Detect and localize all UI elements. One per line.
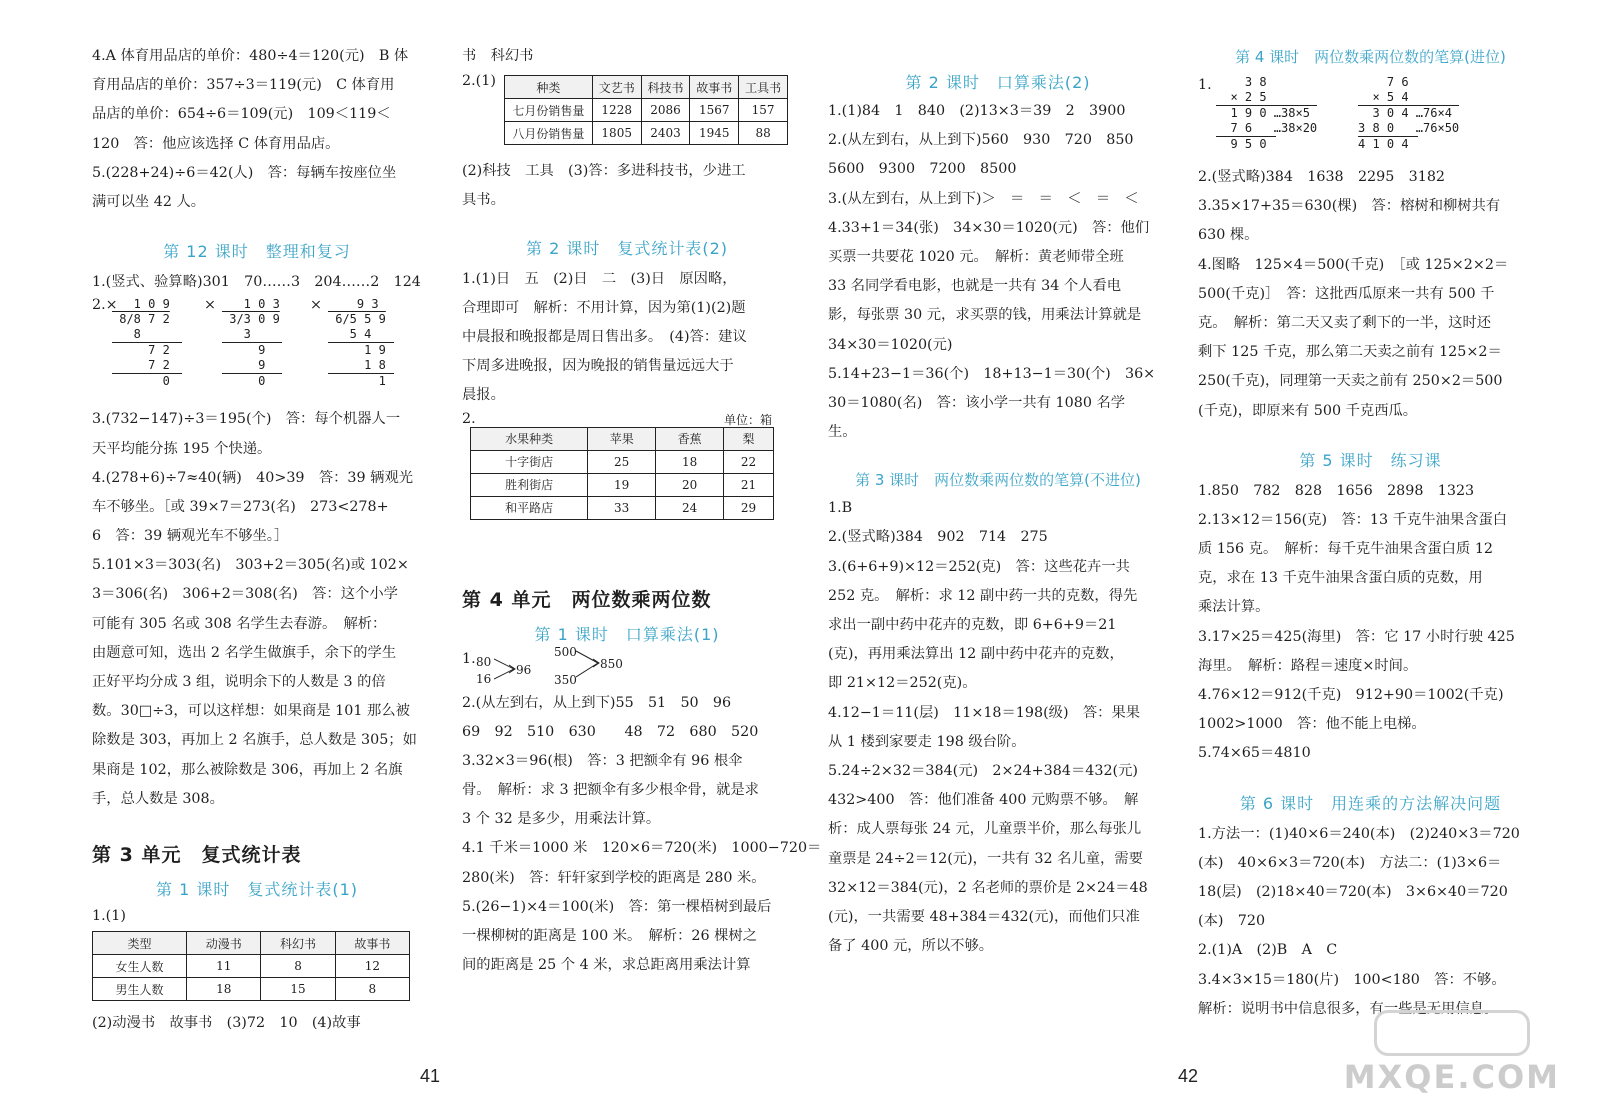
text-line: 晨报。 — [462, 387, 505, 404]
table-cell: 19 — [588, 473, 656, 496]
text-line: 中晨报和晚报都是周日售出多。 (4)答：建议 — [462, 328, 747, 345]
text-line: 120 答：他应该选择 C 体育用品店。 — [92, 135, 340, 152]
table-cell: 梨 — [724, 427, 774, 450]
table-cell: 科幻书 — [261, 932, 335, 955]
text-line: 析：成人票每张 24 元，儿童票半价，那么每张儿 — [828, 821, 1142, 838]
question-label: 1.(1) — [92, 907, 126, 924]
text-line: 影，每张票 30 元，求买票的钱，用乘法计算就是 — [828, 307, 1142, 324]
arrow-operand: 16 — [476, 671, 492, 686]
text-line: 1.(1)日 五 (2)日 二 (3)日 原因略， — [462, 270, 737, 287]
text-line: 3.35×17+35＝630(棵) 答：榕树和柳树共有 — [1198, 198, 1501, 215]
text-line: 乘法计算。 — [1198, 599, 1270, 616]
text-line: 1.B — [828, 500, 853, 517]
lesson-title: 第 12 课时 整理和复习 — [163, 242, 351, 262]
lesson-title: 第 4 课时 两位数乘两位数的笔算(进位) — [1235, 48, 1506, 66]
text-line: 5.(26−1)×4＝100(米) 答：第一棵梧树到最后 — [462, 898, 772, 915]
table-row — [471, 496, 774, 519]
text-line: 4.76×12＝912(千克) 912+90＝1002(千克) — [1198, 687, 1504, 703]
page-number-right: 42 — [1178, 1066, 1199, 1086]
vertical-calc-1: 3 8 × 2 5 1 9 0 …38×5 7 6 …38×20 9 5 0 — [1216, 75, 1318, 151]
table-cell: 苹果 — [588, 427, 656, 450]
text-line: 质 156 克。 解析：每千克牛油果含蛋白质 12 — [1198, 541, 1494, 558]
text-line: (本) 720 — [1198, 913, 1266, 930]
table-cell: 1228 — [592, 99, 641, 122]
watermark: MXQE.COM — [1343, 1058, 1560, 1096]
table-cell: 文艺书 — [592, 76, 641, 99]
lesson-title: 第 1 课时 口算乘法(1) — [534, 624, 720, 644]
text-line: 书 科幻书 — [462, 48, 534, 64]
text-line: 30＝1080(名) 答：该小学一共有 1080 名学 — [828, 394, 1126, 411]
text-line: 630 棵。 — [1198, 227, 1259, 244]
table-cell: 类型 — [93, 932, 187, 955]
table-cell: 1567 — [690, 99, 739, 122]
table-cell: 29 — [724, 496, 774, 519]
text-line: 具书。 — [462, 192, 505, 209]
text-line: 5600 9300 7200 8500 — [828, 161, 1017, 178]
table-cell: 18 — [656, 450, 724, 473]
text-line: 剩下 125 千克，那么第二天卖之前有 125×2＝ — [1198, 344, 1502, 361]
text-line: 1.(竖式、验算略)301 70……3 204……2 124 — [92, 274, 421, 291]
text-line: 即 21×12＝252(克)。 — [828, 675, 977, 692]
lesson-title: 第 2 课时 复式统计表(2) — [525, 238, 729, 258]
unit-title: 第 4 单元 两位数乘两位数 — [462, 588, 712, 611]
arrow-result: 850 — [600, 656, 623, 671]
text-line: 从 1 楼到家要走 198 级台阶。 — [828, 733, 1026, 750]
column-2 — [462, 42, 822, 980]
arrow-operand: 500 — [554, 644, 577, 659]
text-line: 求出一副中药中花卉的克数，即 6+6+9＝21 — [828, 617, 1117, 633]
table-row — [471, 473, 774, 496]
col1-mid-block — [92, 405, 422, 814]
long-division-row — [92, 297, 422, 405]
text-line: 18(层) (2)18×40＝720(本) 3×6×40＝720 — [1198, 883, 1508, 900]
unit-title: 第 3 单元 复式统计表 — [92, 843, 302, 866]
text-line: (千克)，即原来有 500 千克西瓜。 — [1198, 402, 1418, 419]
text-line: 252 克。 解析：求 12 副中药一共的克数，得先 — [828, 587, 1138, 604]
column-3 — [828, 70, 1168, 961]
table-cell: 女生人数 — [93, 955, 187, 978]
text-line: 品店的单价：654÷6＝109(元) 109＜119＜ — [92, 106, 391, 123]
text-line: (元)，一共需要 48+384＝432(元)，而他们只准 — [828, 908, 1140, 925]
text-line: 4.A 体育用品店的单价：480÷4＝120(元) B 体 — [92, 48, 409, 64]
text-line: 果商是 102，那么被除数是 306，再加上 2 名旗 — [92, 761, 403, 778]
arrow-operand: 350 — [554, 672, 577, 687]
table-cell: 8 — [261, 955, 335, 978]
text-line: 备了 400 元，所以不够。 — [828, 938, 994, 955]
cross-mark: × — [204, 297, 216, 314]
text-line: 一棵柳树的距离是 100 米。 解析：26 棵树之 — [462, 928, 758, 944]
lesson-title: 第 1 课时 复式统计表(1) — [155, 879, 359, 899]
text-line: 32×12＝384(元)，2 名老师的票价是 2×24＝48 — [828, 879, 1148, 896]
question-label: 1. — [462, 650, 476, 667]
lesson-title: 第 3 课时 两位数乘两位数的笔算(不进位) — [855, 471, 1141, 490]
text-line: 5.14+23−1＝36(个) 18+13−1＝30(个) 36× — [828, 365, 1156, 382]
table-cell: 1805 — [592, 122, 641, 145]
lesson-title: 第 5 课时 练习课 — [1299, 450, 1442, 470]
table-row — [505, 99, 788, 122]
text-line: 克。 解析：第二天又卖了剩下的一半，这时还 — [1198, 314, 1492, 331]
table-row — [505, 122, 788, 145]
table-row — [93, 955, 410, 978]
text-line: 下周多进晚报，因为晚报的销售量远远大于 — [462, 358, 734, 375]
text-line: (2)动漫书 故事书 (3)72 10 (4)故事 — [92, 1015, 361, 1032]
text-line: 3.(6+6+9)×12＝252(克) 答：这些花卉一共 — [828, 558, 1130, 575]
text-line: 解析：说明书中信息很多，有一些是无用信息。 — [1198, 1000, 1499, 1017]
unit-note: 单位：箱 — [723, 412, 772, 427]
text-line: 1.方法一：(1)40×6＝240(本) (2)240×3＝720 — [1198, 825, 1520, 842]
table-cell: 2086 — [641, 99, 690, 122]
question-2b-table-block — [462, 411, 792, 545]
text-line: 天平均能分拣 195 个快递。 — [92, 440, 272, 457]
text-line: 买票一共要花 1020 元。 解析：黄老师带全班 — [828, 248, 1124, 265]
text-line: (2)科技 工具 (3)答：多进科技书，少进工 — [462, 163, 746, 180]
table-cell: 七月份销售量 — [505, 99, 593, 122]
table-header-row — [505, 76, 788, 99]
table-cell: 20 — [656, 473, 724, 496]
table-cell: 种类 — [505, 76, 593, 99]
table-cell: 15 — [261, 978, 335, 1001]
question-label: 2. — [462, 410, 476, 427]
table-cell: 科技书 — [641, 76, 690, 99]
text-line: 3.17×25＝425(海里) 答：它 17 小时行驶 425 — [1198, 628, 1515, 645]
text-line: 3.(732−147)÷3＝195(个) 答：每个机器人一 — [92, 411, 401, 428]
text-line: 1002>1000 答：他不能上电梯。 — [1198, 716, 1426, 733]
text-line: 3 个 32 是多少，用乘法计算。 — [462, 811, 661, 828]
text-line: 海里。 解析：路程＝速度×时间。 — [1198, 657, 1418, 674]
lesson-title: 第 6 课时 用连乘的方法解决问题 — [1239, 793, 1502, 813]
table-cell: 2403 — [641, 122, 690, 145]
col1-top-block — [92, 42, 422, 217]
text-line: 数。30□÷3，可以这样想：如果商是 101 那么被 — [92, 703, 410, 720]
text-line: 生。 — [828, 424, 857, 441]
text-line: 432>400 答：他们准备 400 元购票不够。 解 — [828, 792, 1139, 809]
text-line: 69 92 510 630 48 72 680 520 — [462, 723, 759, 740]
text-line: 2.(竖式略)384 1638 2295 3182 — [1198, 169, 1446, 185]
text-line: (克)，再用乘法算出 12 副中药中花卉的克数， — [828, 646, 1124, 663]
table-cell: 男生人数 — [93, 978, 187, 1001]
table-cell: 工具书 — [739, 76, 788, 99]
table-cell: 动漫书 — [187, 932, 261, 955]
text-line: 280(米) 答：轩轩家到学校的距离是 280 米。 — [462, 869, 766, 886]
table-cell: 18 — [187, 978, 261, 1001]
question-label: 2.× — [92, 297, 118, 314]
stats-table-3 — [470, 427, 774, 520]
column-4 — [1198, 46, 1543, 1024]
text-line: 车不够坐。［或 39×7＝273(名) 273<278+ — [92, 498, 389, 515]
text-line: 1.850 782 828 1656 2898 1323 — [1198, 482, 1475, 499]
text-line: 5.24÷2×32＝384(元) 2×24+384＝432(元) — [828, 762, 1138, 779]
question-label: 2.(1) — [462, 73, 496, 90]
lesson-title: 第 2 课时 口算乘法(2) — [905, 73, 1091, 92]
table-row — [471, 450, 774, 473]
watermark-logo-icon — [1374, 1010, 1530, 1056]
text-line: 合理即可 解析：不用计算，因为第(1)(2)题 — [462, 299, 746, 316]
table-cell: 88 — [739, 122, 788, 145]
table-cell: 1945 — [690, 122, 739, 145]
text-line: 骨。 解析：求 3 把额伞有多少根伞骨，就是求 — [462, 782, 759, 799]
table-header-row — [471, 427, 774, 450]
text-line: 4.(278+6)÷7≈40(辆) 40>39 答：39 辆观光 — [92, 469, 414, 486]
long-division-3: 9 3 6/5 5 9 5 4 1 9 1 8 1 — [328, 297, 394, 389]
question-2-table-block — [462, 71, 792, 149]
text-line: 4.12−1＝11(层) 11×18＝198(级) 答：果果 — [828, 704, 1141, 721]
text-line: 2.13×12＝156(克) 答：13 千克牛油果含蛋白 — [1198, 511, 1508, 528]
table-cell: 和平路店 — [471, 496, 588, 519]
text-line: 4.1 千米＝1000 米 120×6＝720(米) 1000−720＝ — [462, 840, 822, 857]
text-line: 2.(竖式略)384 902 714 275 — [828, 529, 1048, 546]
text-line: 育用品店的单价：357÷3＝119(元) C 体育用 — [92, 77, 395, 94]
question-label: 1. — [1198, 77, 1212, 93]
table-cell: 故事书 — [690, 76, 739, 99]
text-line: 2.(从左到右，从上到下)560 930 720 850 — [828, 132, 1134, 149]
text-line: 2.(1)A (2)B A C — [1198, 942, 1338, 959]
oral-calc-arrows — [462, 645, 792, 689]
table-cell: 8 — [335, 978, 409, 1001]
table-cell: 12 — [335, 955, 409, 978]
table-cell: 25 — [588, 450, 656, 473]
text-line: 34×30＝1020(元) — [828, 336, 953, 353]
table-cell: 八月份销售量 — [505, 122, 593, 145]
text-line: 500(千克)］ 答：这批西瓜原来一共有 500 千 — [1198, 285, 1495, 302]
long-division-2: 1 0 3 3/3 0 9 3 9 9 0 — [222, 297, 282, 389]
stats-table-1 — [92, 931, 410, 1001]
table-cell: 24 — [656, 496, 724, 519]
text-line: 5.101×3＝303(名) 303+2＝305(名)或 102× — [92, 557, 409, 574]
text-line: 5.74×65＝4810 — [1198, 745, 1311, 762]
table-header-row — [93, 932, 410, 955]
text-line: 正好平均分成 3 组，说明余下的人数是 3 的倍 — [92, 674, 386, 690]
arrow-result: 96 — [516, 662, 532, 677]
text-line: 250(千克)，同理第一天卖之前有 250×2＝500 — [1198, 373, 1503, 390]
text-line: 童票是 24÷2＝12(元)，一共有 32 名儿童，需要 — [828, 850, 1143, 867]
text-line: 由题意可知，选出 2 名学生做旗手，余下的学生 — [92, 644, 397, 661]
text-line: 满可以坐 42 人。 — [92, 193, 206, 210]
text-line: 3.4×3×15＝180(片) 100<180 答：不够。 — [1198, 971, 1506, 988]
table-cell: 21 — [724, 473, 774, 496]
cross-mark: × — [310, 297, 322, 314]
table-cell: 33 — [588, 496, 656, 519]
text-line: 33 名同学看电影，也就是一共有 34 个人看电 — [828, 278, 1122, 295]
table-cell: 故事书 — [335, 932, 409, 955]
text-line: (本) 40×6×3＝720(本) 方法二：(1)3×6＝ — [1198, 854, 1502, 871]
table-cell: 十字街店 — [471, 450, 588, 473]
vertical-calc-2: 7 6 × 5 4 3 0 4 …76×4 3 8 0 …76×50 4 1 0 4 — [1358, 75, 1460, 151]
page-number-left: 41 — [420, 1066, 441, 1086]
text-line: 4.图略 125×4＝500(千克) ［或 125×2×2＝ — [1198, 256, 1509, 273]
table-row — [93, 978, 410, 1001]
text-line: 1.(1)84 1 840 (2)13×3＝39 2 3900 — [828, 103, 1126, 119]
arrow-operand: 80 — [476, 654, 492, 669]
table-cell: 157 — [739, 99, 788, 122]
table-cell: 水果种类 — [471, 427, 588, 450]
long-division-1: 1 0 9 8/8 7 2 8 7 2 7 2 0 — [112, 297, 182, 389]
text-line: 可能有 305 名或 308 名学生去春游。 解析： — [92, 615, 387, 632]
text-line: 3.32×3＝96(根) 答：3 把额伞有 96 根伞 — [462, 752, 743, 769]
text-line: 克，求在 13 千克牛油果含蛋白质的克数，用 — [1198, 570, 1483, 587]
text-line: 间的距离是 25 个 4 米，求总距离用乘法计算 — [462, 957, 751, 974]
column-1 — [92, 42, 422, 1038]
table-cell: 香蕉 — [656, 427, 724, 450]
text-line: 手，总人数是 308。 — [92, 790, 224, 807]
table-cell: 11 — [187, 955, 261, 978]
text-line: 2.(从左到右，从上到下)55 51 50 96 — [462, 694, 732, 711]
text-line: 6 答：39 辆观光车不够坐。］ — [92, 528, 289, 545]
vertical-multiplication-row — [1198, 75, 1543, 163]
table-cell: 22 — [724, 450, 774, 473]
text-line: 5.(228+24)÷6＝42(人) 答：每辆车按座位坐 — [92, 164, 397, 181]
text-line: 4.33+1＝34(张) 34×30＝1020(元) 答：他们 — [828, 219, 1150, 236]
text-line: 3＝306(名) 306+2＝308(名) 答：这个小学 — [92, 586, 398, 603]
text-line: 3.(从左到右，从上到下)＞ ＝ ＝ ＜ ＝ ＜ — [828, 190, 1139, 207]
table-cell: 胜利街店 — [471, 473, 588, 496]
text-line: 除数是 303，再加上 2 名旗手，总人数是 305；如 — [92, 732, 417, 749]
stats-table-2 — [504, 75, 788, 145]
